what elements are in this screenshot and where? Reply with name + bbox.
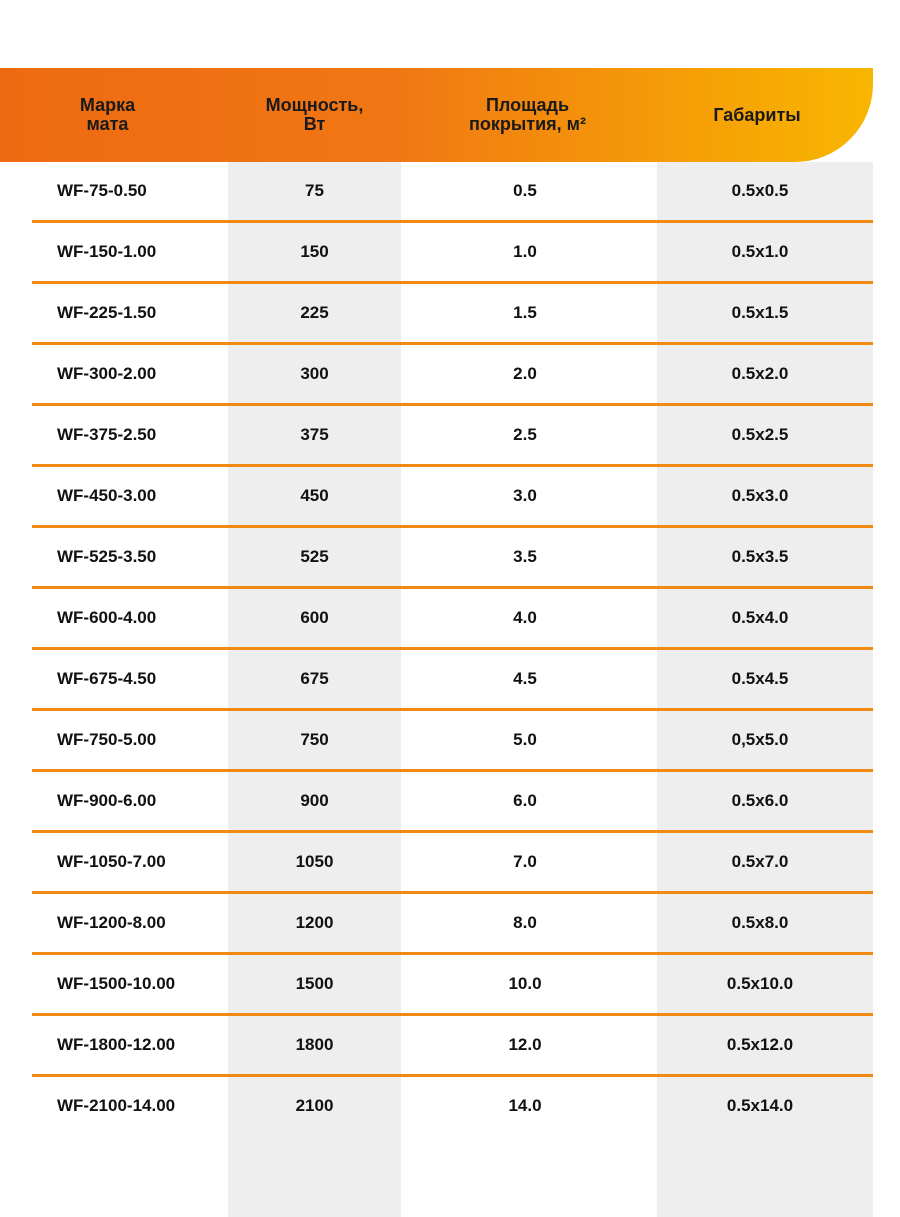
cell-power: 300 — [300, 364, 329, 383]
table-row — [0, 284, 873, 345]
cell-dimensions: 0.5x3.0 — [731, 486, 789, 505]
cell-area: 4.0 — [513, 608, 537, 627]
cell-area: 12.0 — [508, 1035, 542, 1054]
cell-model: WF-450-3.00 — [57, 486, 157, 505]
cell-model: WF-375-2.50 — [57, 425, 157, 444]
cell-model: WF-750-5.00 — [57, 730, 157, 749]
cell-dimensions: 0.5x12.0 — [726, 1035, 794, 1054]
cell-area: 7.0 — [513, 852, 537, 871]
cell-power: 1800 — [295, 1035, 334, 1054]
table-body — [0, 162, 873, 1138]
cell-power: 1500 — [295, 974, 334, 993]
cell-area: 14.0 — [508, 1096, 542, 1115]
cell-area: 4.5 — [513, 669, 537, 688]
cell-power: 75 — [305, 181, 324, 200]
cell-model: WF-75-0.50 — [57, 181, 147, 200]
cell-power: 750 — [300, 730, 329, 749]
specs-table — [0, 68, 873, 1138]
table-row — [0, 528, 873, 589]
table-row — [0, 589, 873, 650]
table-row — [0, 162, 873, 223]
header-area — [445, 68, 610, 162]
cell-dimensions: 0.5x1.0 — [731, 242, 789, 261]
cell-model: WF-300-2.00 — [57, 364, 157, 383]
cell-model: WF-150-1.00 — [57, 242, 157, 261]
table-row — [0, 650, 873, 711]
cell-power: 375 — [300, 425, 329, 444]
header-model-line1: Марка — [79, 95, 136, 115]
cell-power: 900 — [300, 791, 329, 810]
cell-area: 3.0 — [513, 486, 537, 505]
cell-dimensions: 0.5x6.0 — [731, 791, 789, 810]
cell-area: 1.5 — [513, 303, 537, 322]
cell-dimensions: 0.5x7.0 — [731, 852, 789, 871]
cell-dimensions: 0.5x3.5 — [731, 547, 789, 566]
header-dimensions-line1: Габариты — [713, 104, 801, 125]
table-row — [0, 711, 873, 772]
cell-area: 2.0 — [513, 364, 537, 383]
cell-dimensions: 0.5x0.5 — [731, 181, 789, 200]
cell-power: 225 — [300, 303, 329, 322]
cell-model: WF-1200-8.00 — [57, 913, 166, 932]
cell-dimensions: 0.5x1.5 — [731, 303, 789, 322]
cell-dimensions: 0.5x14.0 — [726, 1096, 794, 1115]
cell-power: 675 — [300, 669, 329, 688]
cell-model: WF-675-4.50 — [57, 669, 157, 688]
cell-power: 450 — [300, 486, 329, 505]
cell-area: 10.0 — [508, 974, 542, 993]
table-row — [0, 345, 873, 406]
cell-model: WF-1800-12.00 — [57, 1035, 176, 1054]
cell-power: 525 — [300, 547, 329, 566]
cell-area: 1.0 — [513, 242, 537, 261]
cell-dimensions: 0.5x4.5 — [731, 669, 789, 688]
table-row — [0, 772, 873, 833]
header-power — [228, 68, 401, 162]
cell-dimensions: 0.5x4.0 — [731, 608, 789, 627]
cell-area: 2.5 — [513, 425, 537, 444]
header-dimensions — [657, 68, 857, 162]
cell-area: 3.5 — [513, 547, 537, 566]
cell-dimensions: 0,5x5.0 — [731, 730, 789, 749]
cell-power: 150 — [300, 242, 329, 261]
cell-dimensions: 0.5x2.5 — [731, 425, 789, 444]
cell-model: WF-900-6.00 — [57, 791, 157, 810]
table-row — [0, 894, 873, 955]
cell-power: 600 — [300, 608, 329, 627]
table-row — [0, 406, 873, 467]
header-model-line2: мата — [86, 114, 129, 134]
table-row — [0, 955, 873, 1016]
cell-power: 1200 — [295, 913, 334, 932]
cell-model: WF-525-3.50 — [57, 547, 157, 566]
cell-power: 2100 — [295, 1096, 334, 1115]
header-power-line2: Вт — [303, 114, 326, 134]
cell-dimensions: 0.5x2.0 — [731, 364, 789, 383]
table-header — [0, 68, 873, 162]
header-area-line2: покрытия, м² — [469, 114, 586, 134]
table-row — [0, 467, 873, 528]
cell-dimensions: 0.5x8.0 — [731, 913, 789, 932]
table-row — [0, 833, 873, 894]
cell-power: 1050 — [295, 852, 334, 871]
table-row — [0, 223, 873, 284]
cell-area: 5.0 — [513, 730, 537, 749]
cell-area: 6.0 — [513, 791, 537, 810]
cell-model: WF-1050-7.00 — [57, 852, 166, 871]
cell-area: 8.0 — [513, 913, 537, 932]
cell-model: WF-225-1.50 — [57, 303, 157, 322]
header-model — [40, 68, 175, 162]
table-row — [0, 1077, 873, 1138]
header-area-line1: Площадь — [485, 95, 570, 115]
cell-model: WF-1500-10.00 — [57, 974, 176, 993]
cell-area: 0.5 — [513, 181, 537, 200]
cell-model: WF-2100-14.00 — [57, 1096, 176, 1115]
cell-model: WF-600-4.00 — [57, 608, 157, 627]
table-row — [0, 1016, 873, 1077]
cell-dimensions: 0.5x10.0 — [726, 974, 794, 993]
header-power-line1: Мощность, — [265, 95, 364, 115]
